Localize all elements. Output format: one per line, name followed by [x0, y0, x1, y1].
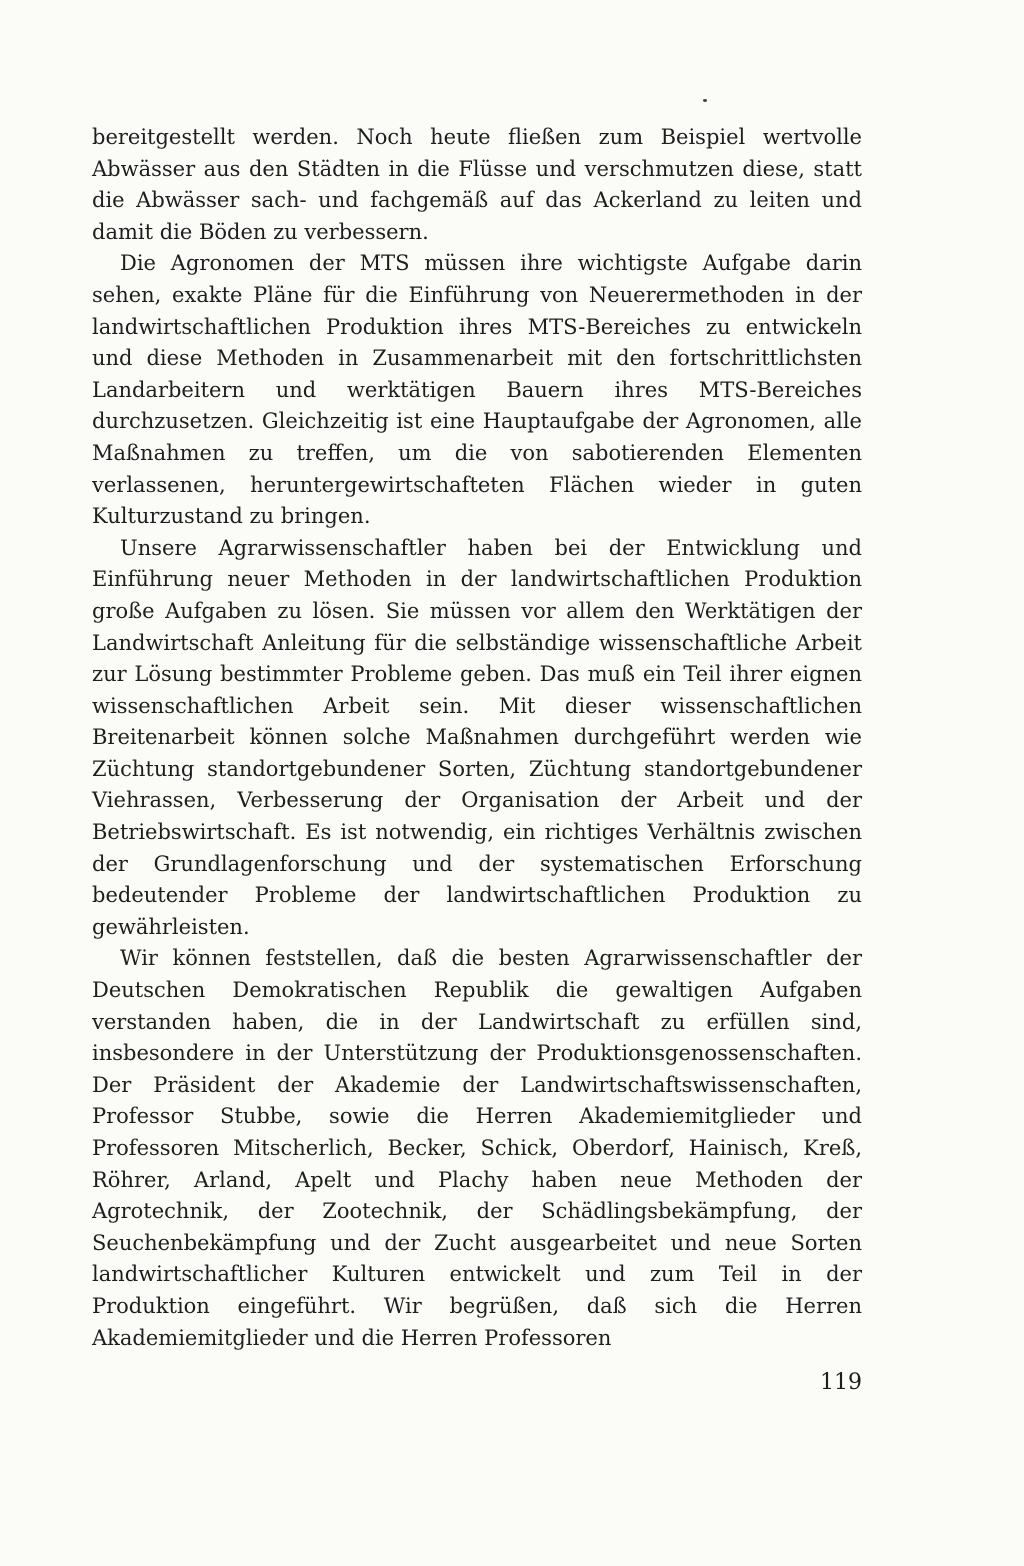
- paragraph-4: Wir können feststellen, daß die besten Agrarwissenschaftler der Deutschen Demokratischen Republik die gewaltigen Aufgaben verstanden haben, die in der Landwirtschaft zu erfüllen sind, insbesondere in der Unterstützung der Produktionsgenossenschaften. Der Präsident der Akademie der Landwirtschaftswissenschaften, Professor Stubbe, sowie die Herren Akademiemitglieder und Professoren Mitscherlich, Becker, Schick, Oberdorf, Hainisch, Kreß, Röhrer, Arland, Apelt und Plachy haben neue Methoden der Agrotechnik, der Zootechnik, der Schädlingsbekämpfung, der Seuchenbekämpfung und der Zucht ausgearbeitet und neue Sorten landwirtschaftlicher Kulturen entwickelt und zum Teil in der Produktion eingeführt. Wir begrüßen, daß sich die Herren Akademiemitglieder und die Herren Professoren: [92, 946, 862, 1350]
- print-speck: [703, 99, 707, 102]
- body-text: [92, 122, 862, 1354]
- paragraph-1: bereitgestellt werden. Noch heute fließen zum Beispiel wertvolle Abwässer aus den Städten in die Flüsse und verschmutzen diese, statt die Abwässer sach- und fachgemäß auf das Ackerland zu leiten und damit die Böden zu verbessern.: [92, 125, 862, 244]
- paragraph-3: Unsere Agrarwissenschaftler haben bei der Entwicklung und Einführung neuer Methoden in der landwirtschaftlichen Produktion große Aufgaben zu lösen. Sie müssen vor allem den Werktätigen der Landwirtschaft Anleitung für die selbständige wissenschaftliche Arbeit zur Lösung bestimmter Probleme geben. Das muß ein Teil ihrer eignen wissenschaftlichen Arbeit sein. Mit dieser wissenschaftlichen Breitenarbeit können solche Maßnahmen durchgeführt werden wie Züchtung standortgebundener Sorten, Züchtung standortgebundener Viehrassen, Verbesserung der Organisation der Arbeit und der Betriebswirtschaft. Es ist notwendig, ein richtiges Verhältnis zwischen der Grundlagenforschung und der systematischen Erforschung bedeutender Probleme der landwirtschaftlichen Produktion zu gewährleisten.: [92, 535, 862, 939]
- page-number: 119: [820, 1370, 862, 1395]
- paragraph-2: Die Agronomen der MTS müssen ihre wichtigste Aufgabe darin sehen, exakte Pläne für die Einführung von Neuerermethoden in der landwirtschaftlichen Produktion ihres MTS-Bereiches zu entwickeln und diese Methoden in Zusammenarbeit mit den fortschrittlichsten Landarbeitern und werktätigen Bauern ihres MTS-Bereiches durchzusetzen. Gleichzeitig ist eine Hauptaufgabe der Agronomen, alle Maßnahmen zu treffen, um die von sabotierenden Elementen verlassenen, heruntergewirtschafteten Flächen wieder in guten Kulturzustand zu bringen.: [92, 251, 862, 529]
